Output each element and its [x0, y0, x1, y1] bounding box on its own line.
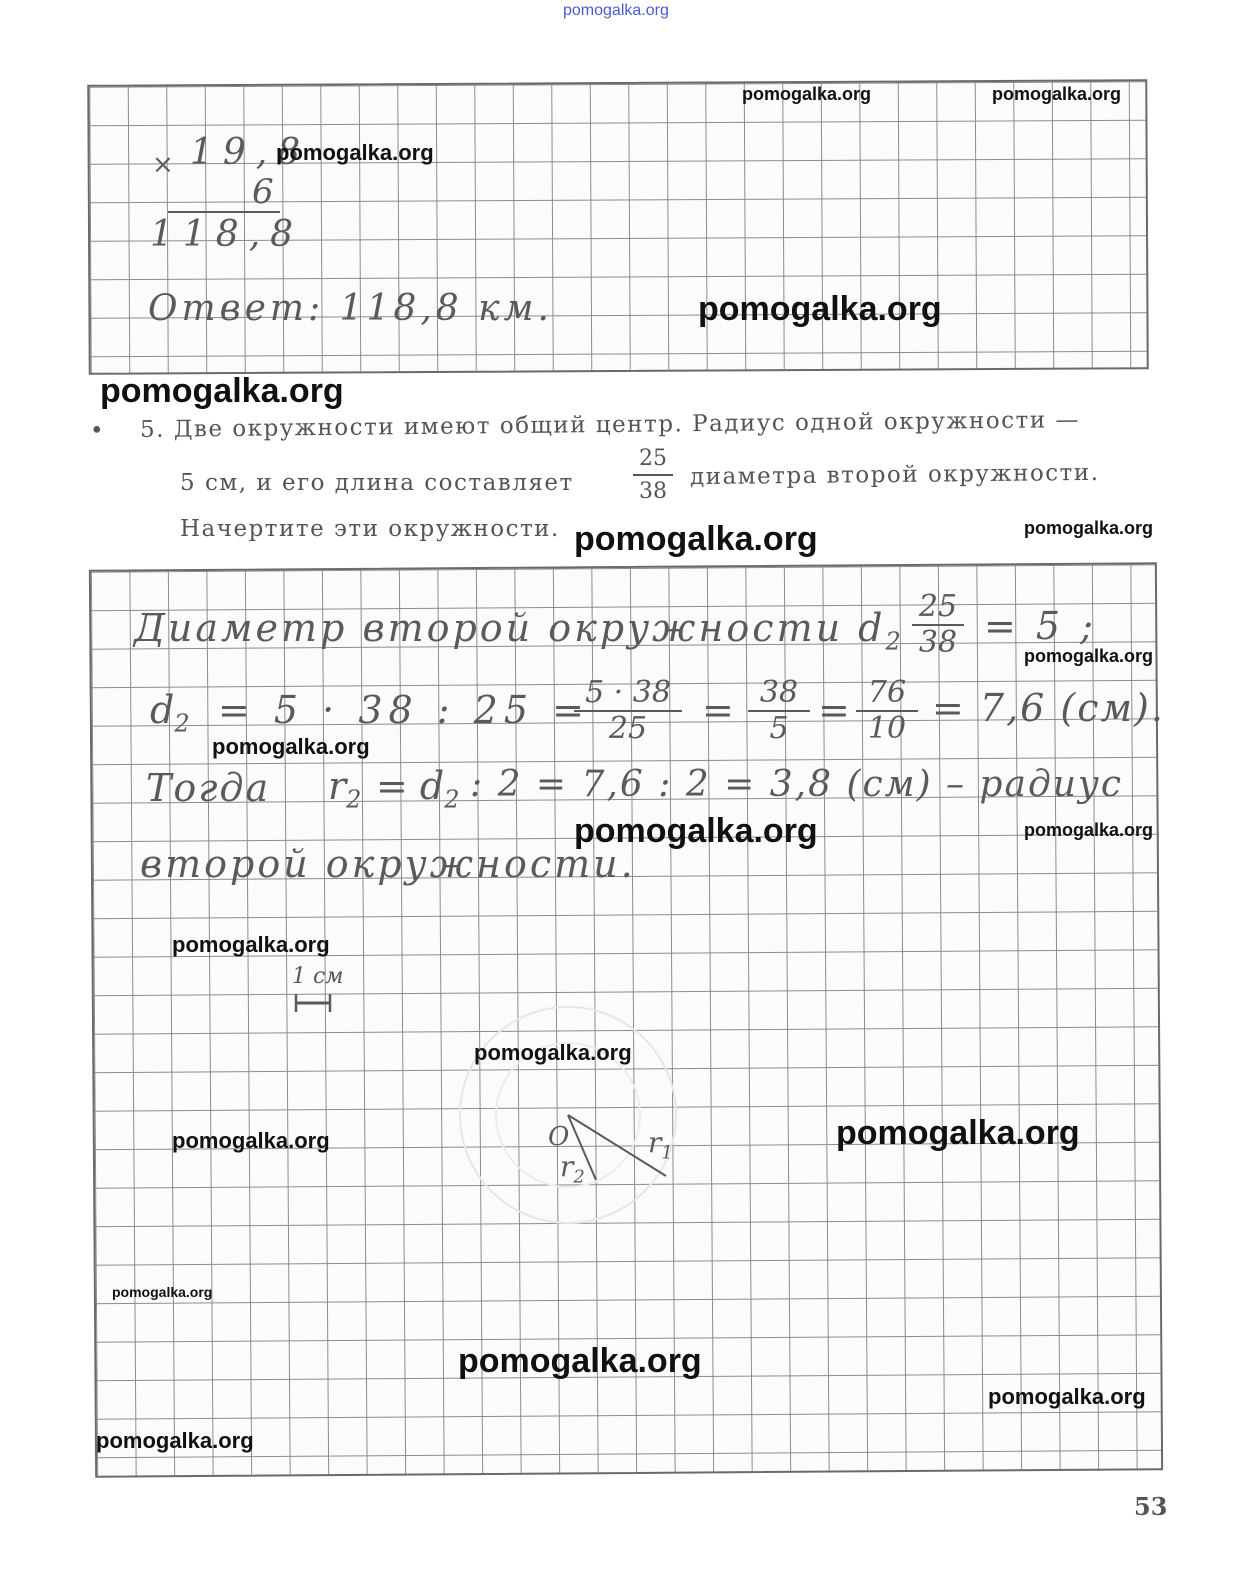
solution-line-3-r-subscript: 2 [346, 785, 362, 814]
solution-line-2-frac-1-den: 25 [608, 711, 648, 746]
solution-line-2-frac-3-den: 10 [867, 711, 907, 746]
task-line-1: 5. Две окружности имеют общий центр. Радиус одной окружности — [139, 407, 1081, 443]
task-fraction-bar [633, 474, 673, 476]
solution-line-1-tail: = 5 ; [984, 604, 1097, 648]
scale-label: 1 см [292, 964, 344, 989]
r1-subscript: 1 [661, 1142, 673, 1164]
multiplier: 6 [252, 172, 274, 212]
task-fraction-numerator: 25 [639, 446, 667, 471]
product: 118,8 [150, 214, 304, 255]
answer-text: Ответ: 118,8 км. [148, 288, 553, 329]
solution-line-4: второй окружности. [140, 842, 636, 886]
task-line-2-start: 5 см, и его длина составляет [180, 470, 574, 496]
solution-line-2-frac-3-num: 76 [867, 675, 907, 710]
watermark: pomogalka.org [172, 1128, 330, 1153]
watermark: pomogalka.org [836, 1114, 1080, 1152]
solution-line-2-frac-2-den: 5 [769, 711, 789, 746]
solution-line-2-expr: = 5 · 38 : 25 = [218, 688, 590, 732]
watermark: pomogalka.org [474, 1040, 632, 1065]
scale-bar [290, 990, 336, 1016]
watermark: pomogalka.org [1024, 518, 1154, 538]
watermark: pomogalka.org [574, 520, 818, 558]
watermark: pomogalka.org [742, 84, 872, 104]
watermark: pomogalka.org [212, 734, 370, 759]
watermark: pomogalka.org [698, 290, 942, 328]
r1-label [648, 1126, 673, 1164]
solution-line-1-frac-num: 25 [918, 589, 958, 624]
multiplication-sign: × [152, 150, 174, 180]
solution-line-2-frac-2-num: 38 [759, 675, 799, 710]
watermark: pomogalka.org [276, 140, 434, 165]
watermark: pomogalka.org [172, 932, 330, 957]
r2-label [560, 1150, 585, 1188]
circles-drawing [430, 1000, 710, 1250]
task-fraction [633, 446, 673, 504]
watermark: pomogalka.org [574, 812, 818, 850]
solution-line-3-rest: : 2 = 7,6 : 2 = 3,8 (см) – радиус [470, 764, 1123, 805]
watermark: pomogalka.org [112, 1284, 213, 1300]
solution-line-3-r-letter: r [328, 764, 347, 808]
solution-line-2-eq-2: = [818, 688, 850, 732]
task-line-3: Начертите эти окружности. [180, 516, 560, 542]
solution-line-3-d-letter: = d [376, 764, 445, 808]
solution-line-2-tail: = 7,6 (см). [932, 686, 1165, 730]
center-label: O [548, 1122, 570, 1152]
r2-subscript: 2 [573, 1166, 585, 1188]
watermark: pomogalka.org [1024, 820, 1154, 840]
solution-line-1-text: Диаметр второй окружности d [134, 606, 886, 650]
solution-line-3-tohda: Тогда [146, 766, 271, 810]
solution-line-1-subscript: 2 [885, 627, 904, 656]
solution-line-2-fraction-2 [748, 676, 810, 746]
watermark: pomogalka.org [1024, 646, 1154, 666]
task-fraction-denominator: 38 [639, 479, 667, 504]
watermark: pomogalka.org [992, 84, 1122, 104]
solution-line-1-fraction [912, 590, 964, 660]
solution-line-2-d-subscript: 2 [174, 709, 190, 738]
solution-line-3-r [328, 764, 361, 814]
solution-line-2-d [150, 688, 190, 738]
solution-line-3-d-subscript: 2 [444, 785, 460, 814]
solution-line-2-d-letter: d [150, 688, 175, 732]
watermark: pomogalka.org [988, 1384, 1146, 1409]
site-header[interactable]: pomogalka.org [563, 2, 669, 19]
solution-line-2-fraction-1 [574, 676, 682, 746]
solution-line-3-d [376, 764, 460, 814]
solution-line-1-frac-den: 38 [918, 625, 958, 660]
task-line-2-end: диаметра второй окружности. [689, 459, 1100, 491]
watermark: pomogalka.org [458, 1342, 702, 1380]
watermark: pomogalka.org [96, 1428, 254, 1453]
solution-line-2-eq-1: = [702, 688, 734, 732]
r1-letter: r [648, 1126, 662, 1159]
watermark: pomogalka.org [100, 372, 344, 410]
task-bullet: • [90, 418, 106, 444]
solution-line-2-fraction-3 [856, 676, 918, 746]
multiplication-line [168, 211, 280, 213]
r2-letter: r [560, 1150, 574, 1183]
solution-line-2-frac-1-num: 5 · 38 [585, 675, 671, 710]
solution-line-1 [134, 606, 904, 656]
page-number: 53 [1134, 1492, 1168, 1521]
multiplicand: 19,8 [190, 132, 311, 173]
